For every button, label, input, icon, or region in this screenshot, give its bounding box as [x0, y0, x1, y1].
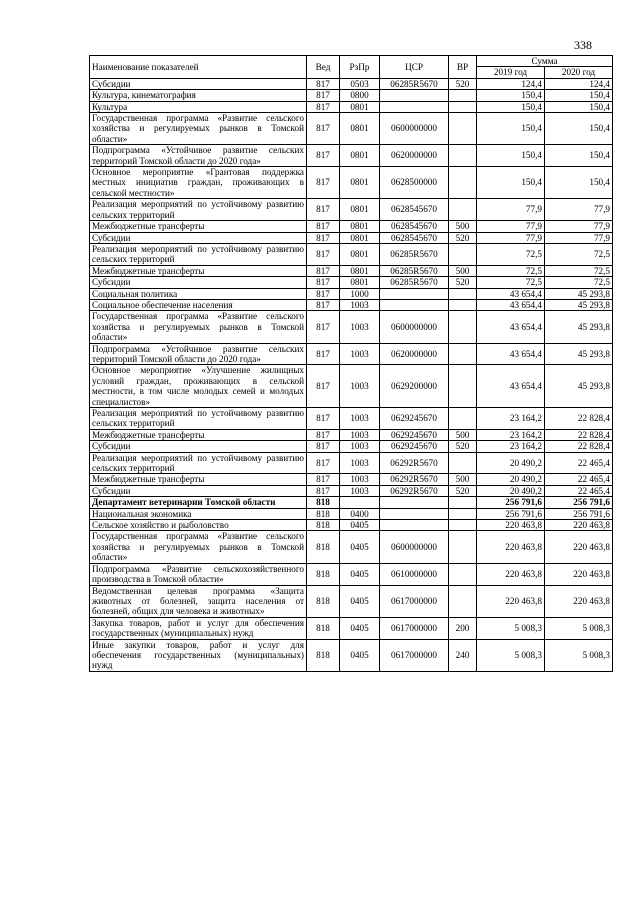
row-sum-2019: 220 463,8 [477, 531, 545, 563]
row-name: Подпрограмма «Развитие сельскохозяйственного производства в Томской области» [90, 563, 307, 585]
row-rzpr: 1003 [340, 485, 380, 496]
row-sum-2019: 43 654,4 [477, 343, 545, 365]
table-row [90, 585, 613, 617]
col-header-sum: Сумма [477, 56, 613, 67]
row-sum-2020: 22 828,4 [545, 429, 613, 440]
row-name: Реализация мероприятий по устойчивому развитию сельских территорий [90, 243, 307, 265]
row-rzpr: 0801 [340, 199, 380, 221]
row-rzpr: 1003 [340, 365, 380, 408]
row-rzpr: 0800 [340, 90, 380, 101]
row-ved: 817 [307, 452, 340, 474]
row-sum-2019: 77,9 [477, 221, 545, 232]
row-name: Субсидии [90, 78, 307, 89]
table-row [90, 497, 613, 508]
row-rzpr: 1003 [340, 343, 380, 365]
row-name: Межбюджетные трансферты [90, 474, 307, 485]
row-ved: 817 [307, 485, 340, 496]
row-csr: 06285R5670 [380, 243, 449, 265]
row-rzpr: 0801 [340, 265, 380, 276]
row-sum-2019: 72,5 [477, 265, 545, 276]
row-rzpr: 0801 [340, 243, 380, 265]
row-sum-2020: 150,4 [545, 167, 613, 199]
table-row [90, 288, 613, 299]
table-row [90, 639, 613, 671]
row-name: Подпрограмма «Устойчивое развитие сельских территорий Томской области до 2020 года» [90, 145, 307, 167]
table-row [90, 265, 613, 276]
row-sum-2020: 124,4 [545, 78, 613, 89]
col-header-2020: 2020 год [545, 67, 613, 78]
row-name: Социальная политика [90, 288, 307, 299]
budget-table [89, 55, 613, 672]
row-vr [449, 299, 477, 310]
row-sum-2020: 220 463,8 [545, 563, 613, 585]
row-ved: 817 [307, 232, 340, 243]
row-rzpr: 0405 [340, 563, 380, 585]
row-csr: 0617000000 [380, 617, 449, 639]
row-rzpr: 0400 [340, 508, 380, 519]
table-row [90, 232, 613, 243]
row-ved: 817 [307, 299, 340, 310]
row-sum-2020: 45 293,8 [545, 288, 613, 299]
row-rzpr: 0801 [340, 145, 380, 167]
row-ved: 817 [307, 243, 340, 265]
row-csr: 0629245670 [380, 408, 449, 430]
row-csr: 0617000000 [380, 639, 449, 671]
row-ved: 818 [307, 531, 340, 563]
row-csr: 0628500000 [380, 167, 449, 199]
row-rzpr: 1003 [340, 299, 380, 310]
row-csr [380, 101, 449, 112]
col-header-ved: Вед [307, 56, 340, 79]
row-vr [449, 90, 477, 101]
row-csr [380, 497, 449, 508]
row-sum-2020: 45 293,8 [545, 311, 613, 343]
row-csr: 0617000000 [380, 585, 449, 617]
row-vr [449, 199, 477, 221]
row-sum-2020: 22 465,4 [545, 485, 613, 496]
row-sum-2020: 77,9 [545, 232, 613, 243]
row-ved: 817 [307, 145, 340, 167]
row-name: Основное мероприятие «Улучшение жилищных условий граждан, проживающих в сельской местности, в том числе молодых семей и молодых специалистов» [90, 365, 307, 408]
row-name: Реализация мероприятий по устойчивому развитию сельских территорий [90, 452, 307, 474]
row-vr [449, 311, 477, 343]
row-ved: 817 [307, 101, 340, 112]
row-sum-2020: 77,9 [545, 221, 613, 232]
row-ved: 817 [307, 311, 340, 343]
row-csr: 0629245670 [380, 441, 449, 452]
row-sum-2019: 150,4 [477, 90, 545, 101]
row-name: Субсидии [90, 277, 307, 288]
row-rzpr: 0801 [340, 221, 380, 232]
row-sum-2019: 256 791,6 [477, 508, 545, 519]
row-vr [449, 243, 477, 265]
row-name: Субсидии [90, 232, 307, 243]
row-vr [449, 288, 477, 299]
table-row [90, 617, 613, 639]
row-sum-2020: 150,4 [545, 101, 613, 112]
row-rzpr: 1003 [340, 474, 380, 485]
row-name: Сельское хозяйство и рыболовство [90, 520, 307, 531]
row-sum-2019: 20 490,2 [477, 485, 545, 496]
row-vr [449, 145, 477, 167]
row-name: Культура [90, 101, 307, 112]
col-header-2019: 2019 год [477, 67, 545, 78]
row-vr [449, 101, 477, 112]
row-csr: 06292R5670 [380, 452, 449, 474]
row-rzpr: 1003 [340, 441, 380, 452]
row-sum-2020: 150,4 [545, 113, 613, 145]
row-sum-2020: 45 293,8 [545, 365, 613, 408]
col-header-name: Наименование показателей [90, 56, 307, 79]
row-sum-2019: 5 008,3 [477, 617, 545, 639]
row-sum-2019: 124,4 [477, 78, 545, 89]
row-rzpr: 0801 [340, 101, 380, 112]
row-sum-2019: 77,9 [477, 199, 545, 221]
table-row [90, 167, 613, 199]
row-rzpr: 1000 [340, 288, 380, 299]
row-sum-2020: 220 463,8 [545, 585, 613, 617]
row-name: Иные закупки товаров, работ и услуг для обеспечения государственных (муниципальных) нужд [90, 639, 307, 671]
row-csr: 06285R5670 [380, 277, 449, 288]
row-vr [449, 343, 477, 365]
row-vr [449, 113, 477, 145]
row-csr [380, 90, 449, 101]
row-vr: 520 [449, 232, 477, 243]
row-name: Социальное обеспечение населения [90, 299, 307, 310]
row-sum-2020: 45 293,8 [545, 343, 613, 365]
row-name: Государственная программа «Развитие сельского хозяйства и регулируемых рынков в Томской области» [90, 311, 307, 343]
table-row [90, 520, 613, 531]
row-sum-2020: 72,5 [545, 277, 613, 288]
row-csr: 0628545670 [380, 232, 449, 243]
row-vr [449, 497, 477, 508]
row-name: Департамент ветеринарии Томской области [90, 497, 307, 508]
row-sum-2020: 72,5 [545, 243, 613, 265]
row-ved: 817 [307, 221, 340, 232]
table-row [90, 299, 613, 310]
row-rzpr: 0405 [340, 531, 380, 563]
row-vr: 500 [449, 221, 477, 232]
row-name: Закупка товаров, работ и услуг для обеспечения государственных (муниципальных) нужд [90, 617, 307, 639]
row-csr: 06285R5670 [380, 265, 449, 276]
row-sum-2020: 150,4 [545, 90, 613, 101]
row-ved: 817 [307, 288, 340, 299]
table-row [90, 78, 613, 89]
row-name: Основное мероприятие «Грантовая поддержка местных инициатив граждан, проживающих в сельской местности» [90, 167, 307, 199]
row-ved: 817 [307, 474, 340, 485]
row-sum-2020: 22 828,4 [545, 441, 613, 452]
col-header-vr: ВР [449, 56, 477, 79]
row-csr: 0600000000 [380, 311, 449, 343]
row-csr: 0629245670 [380, 429, 449, 440]
row-sum-2019: 150,4 [477, 145, 545, 167]
row-rzpr: 0405 [340, 639, 380, 671]
col-header-rzpr: РзПр [340, 56, 380, 79]
row-vr: 520 [449, 78, 477, 89]
row-ved: 818 [307, 617, 340, 639]
row-sum-2019: 72,5 [477, 243, 545, 265]
row-rzpr: 1003 [340, 429, 380, 440]
row-ved: 818 [307, 497, 340, 508]
row-vr [449, 452, 477, 474]
table-row [90, 408, 613, 430]
row-sum-2019: 20 490,2 [477, 474, 545, 485]
table-row [90, 563, 613, 585]
row-vr [449, 408, 477, 430]
row-ved: 817 [307, 113, 340, 145]
row-csr [380, 508, 449, 519]
row-csr: 0610000000 [380, 563, 449, 585]
row-vr [449, 563, 477, 585]
row-rzpr: 1003 [340, 311, 380, 343]
row-csr [380, 299, 449, 310]
row-vr: 520 [449, 441, 477, 452]
row-ved: 817 [307, 343, 340, 365]
row-vr [449, 508, 477, 519]
row-name: Субсидии [90, 441, 307, 452]
row-sum-2019: 150,4 [477, 167, 545, 199]
row-vr [449, 365, 477, 408]
row-ved: 817 [307, 441, 340, 452]
page-number: 338 [574, 38, 592, 52]
row-ved: 817 [307, 78, 340, 89]
row-csr: 06292R5670 [380, 485, 449, 496]
row-csr: 0620000000 [380, 343, 449, 365]
row-vr: 240 [449, 639, 477, 671]
row-name: Подпрограмма «Устойчивое развитие сельских территорий Томской области до 2020 года» [90, 343, 307, 365]
row-rzpr: 1003 [340, 408, 380, 430]
row-csr: 06285R5670 [380, 78, 449, 89]
table-row [90, 508, 613, 519]
row-sum-2020: 22 828,4 [545, 408, 613, 430]
row-sum-2019: 220 463,8 [477, 563, 545, 585]
row-vr [449, 585, 477, 617]
row-sum-2020: 45 293,8 [545, 299, 613, 310]
row-sum-2019: 43 654,4 [477, 311, 545, 343]
row-vr: 500 [449, 265, 477, 276]
row-ved: 818 [307, 563, 340, 585]
row-vr [449, 520, 477, 531]
row-rzpr: 0405 [340, 617, 380, 639]
table-row [90, 429, 613, 440]
row-csr: 0600000000 [380, 531, 449, 563]
row-sum-2020: 22 465,4 [545, 474, 613, 485]
row-sum-2020: 256 791,6 [545, 497, 613, 508]
table-row [90, 145, 613, 167]
table-row [90, 531, 613, 563]
row-name: Субсидии [90, 485, 307, 496]
row-name: Реализация мероприятий по устойчивому развитию сельских территорий [90, 199, 307, 221]
row-sum-2020: 220 463,8 [545, 531, 613, 563]
row-csr: 0628545670 [380, 221, 449, 232]
row-ved: 817 [307, 265, 340, 276]
row-ved: 817 [307, 90, 340, 101]
row-vr: 500 [449, 474, 477, 485]
row-sum-2019: 23 164,2 [477, 408, 545, 430]
row-rzpr: 0405 [340, 585, 380, 617]
table-row [90, 474, 613, 485]
row-sum-2019: 220 463,8 [477, 520, 545, 531]
row-csr: 0628545670 [380, 199, 449, 221]
row-sum-2020: 5 008,3 [545, 617, 613, 639]
table-row [90, 452, 613, 474]
row-name: Межбюджетные трансферты [90, 221, 307, 232]
row-vr: 200 [449, 617, 477, 639]
row-rzpr: 0405 [340, 520, 380, 531]
table-row [90, 90, 613, 101]
row-sum-2019: 43 654,4 [477, 365, 545, 408]
table-row [90, 277, 613, 288]
row-sum-2019: 5 008,3 [477, 639, 545, 671]
row-csr: 06292R5670 [380, 474, 449, 485]
row-sum-2020: 22 465,4 [545, 452, 613, 474]
row-name: Культура, кинематография [90, 90, 307, 101]
row-sum-2019: 256 791,6 [477, 497, 545, 508]
row-rzpr: 0801 [340, 167, 380, 199]
row-ved: 817 [307, 408, 340, 430]
row-sum-2019: 150,4 [477, 101, 545, 112]
row-name: Реализация мероприятий по устойчивому развитию сельских территорий [90, 408, 307, 430]
table-row [90, 343, 613, 365]
row-vr [449, 167, 477, 199]
row-vr: 520 [449, 277, 477, 288]
row-name: Межбюджетные трансферты [90, 429, 307, 440]
row-sum-2019: 220 463,8 [477, 585, 545, 617]
row-name: Государственная программа «Развитие сельского хозяйства и регулируемых рынков в Томской области» [90, 531, 307, 563]
row-name: Национальная экономика [90, 508, 307, 519]
table-row [90, 113, 613, 145]
table-row [90, 243, 613, 265]
row-sum-2019: 72,5 [477, 277, 545, 288]
row-name: Государственная программа «Развитие сельского хозяйства и регулируемых рынков в Томской области» [90, 113, 307, 145]
row-ved: 817 [307, 365, 340, 408]
row-rzpr: 0801 [340, 277, 380, 288]
row-vr: 500 [449, 429, 477, 440]
row-csr: 0600000000 [380, 113, 449, 145]
col-header-csr: ЦСР [380, 56, 449, 79]
row-csr: 0629200000 [380, 365, 449, 408]
table-row [90, 441, 613, 452]
row-ved: 817 [307, 429, 340, 440]
row-rzpr: 0801 [340, 113, 380, 145]
row-sum-2019: 20 490,2 [477, 452, 545, 474]
row-sum-2019: 77,9 [477, 232, 545, 243]
row-csr [380, 288, 449, 299]
row-sum-2019: 150,4 [477, 113, 545, 145]
row-ved: 818 [307, 639, 340, 671]
row-ved: 818 [307, 520, 340, 531]
row-rzpr [340, 497, 380, 508]
row-sum-2019: 43 654,4 [477, 299, 545, 310]
table-body [90, 78, 613, 671]
table-row [90, 101, 613, 112]
row-sum-2020: 150,4 [545, 145, 613, 167]
row-ved: 818 [307, 508, 340, 519]
row-ved: 817 [307, 167, 340, 199]
table-row [90, 199, 613, 221]
row-vr: 520 [449, 485, 477, 496]
row-csr: 0620000000 [380, 145, 449, 167]
row-sum-2019: 43 654,4 [477, 288, 545, 299]
row-ved: 817 [307, 277, 340, 288]
table-row [90, 311, 613, 343]
row-vr [449, 531, 477, 563]
row-rzpr: 1003 [340, 452, 380, 474]
row-name: Межбюджетные трансферты [90, 265, 307, 276]
row-sum-2019: 23 164,2 [477, 441, 545, 452]
row-ved: 818 [307, 585, 340, 617]
row-rzpr: 0503 [340, 78, 380, 89]
row-ved: 817 [307, 199, 340, 221]
table-row [90, 221, 613, 232]
table-row [90, 365, 613, 408]
row-sum-2020: 256 791,6 [545, 508, 613, 519]
row-sum-2020: 72,5 [545, 265, 613, 276]
row-sum-2019: 23 164,2 [477, 429, 545, 440]
row-name: Ведомственная целевая программа «Защита животных от болезней, защита населения от болезней, общих для человека и животных» [90, 585, 307, 617]
table-row [90, 485, 613, 496]
row-sum-2020: 220 463,8 [545, 520, 613, 531]
row-sum-2020: 77,9 [545, 199, 613, 221]
row-csr [380, 520, 449, 531]
row-rzpr: 0801 [340, 232, 380, 243]
row-sum-2020: 5 008,3 [545, 639, 613, 671]
